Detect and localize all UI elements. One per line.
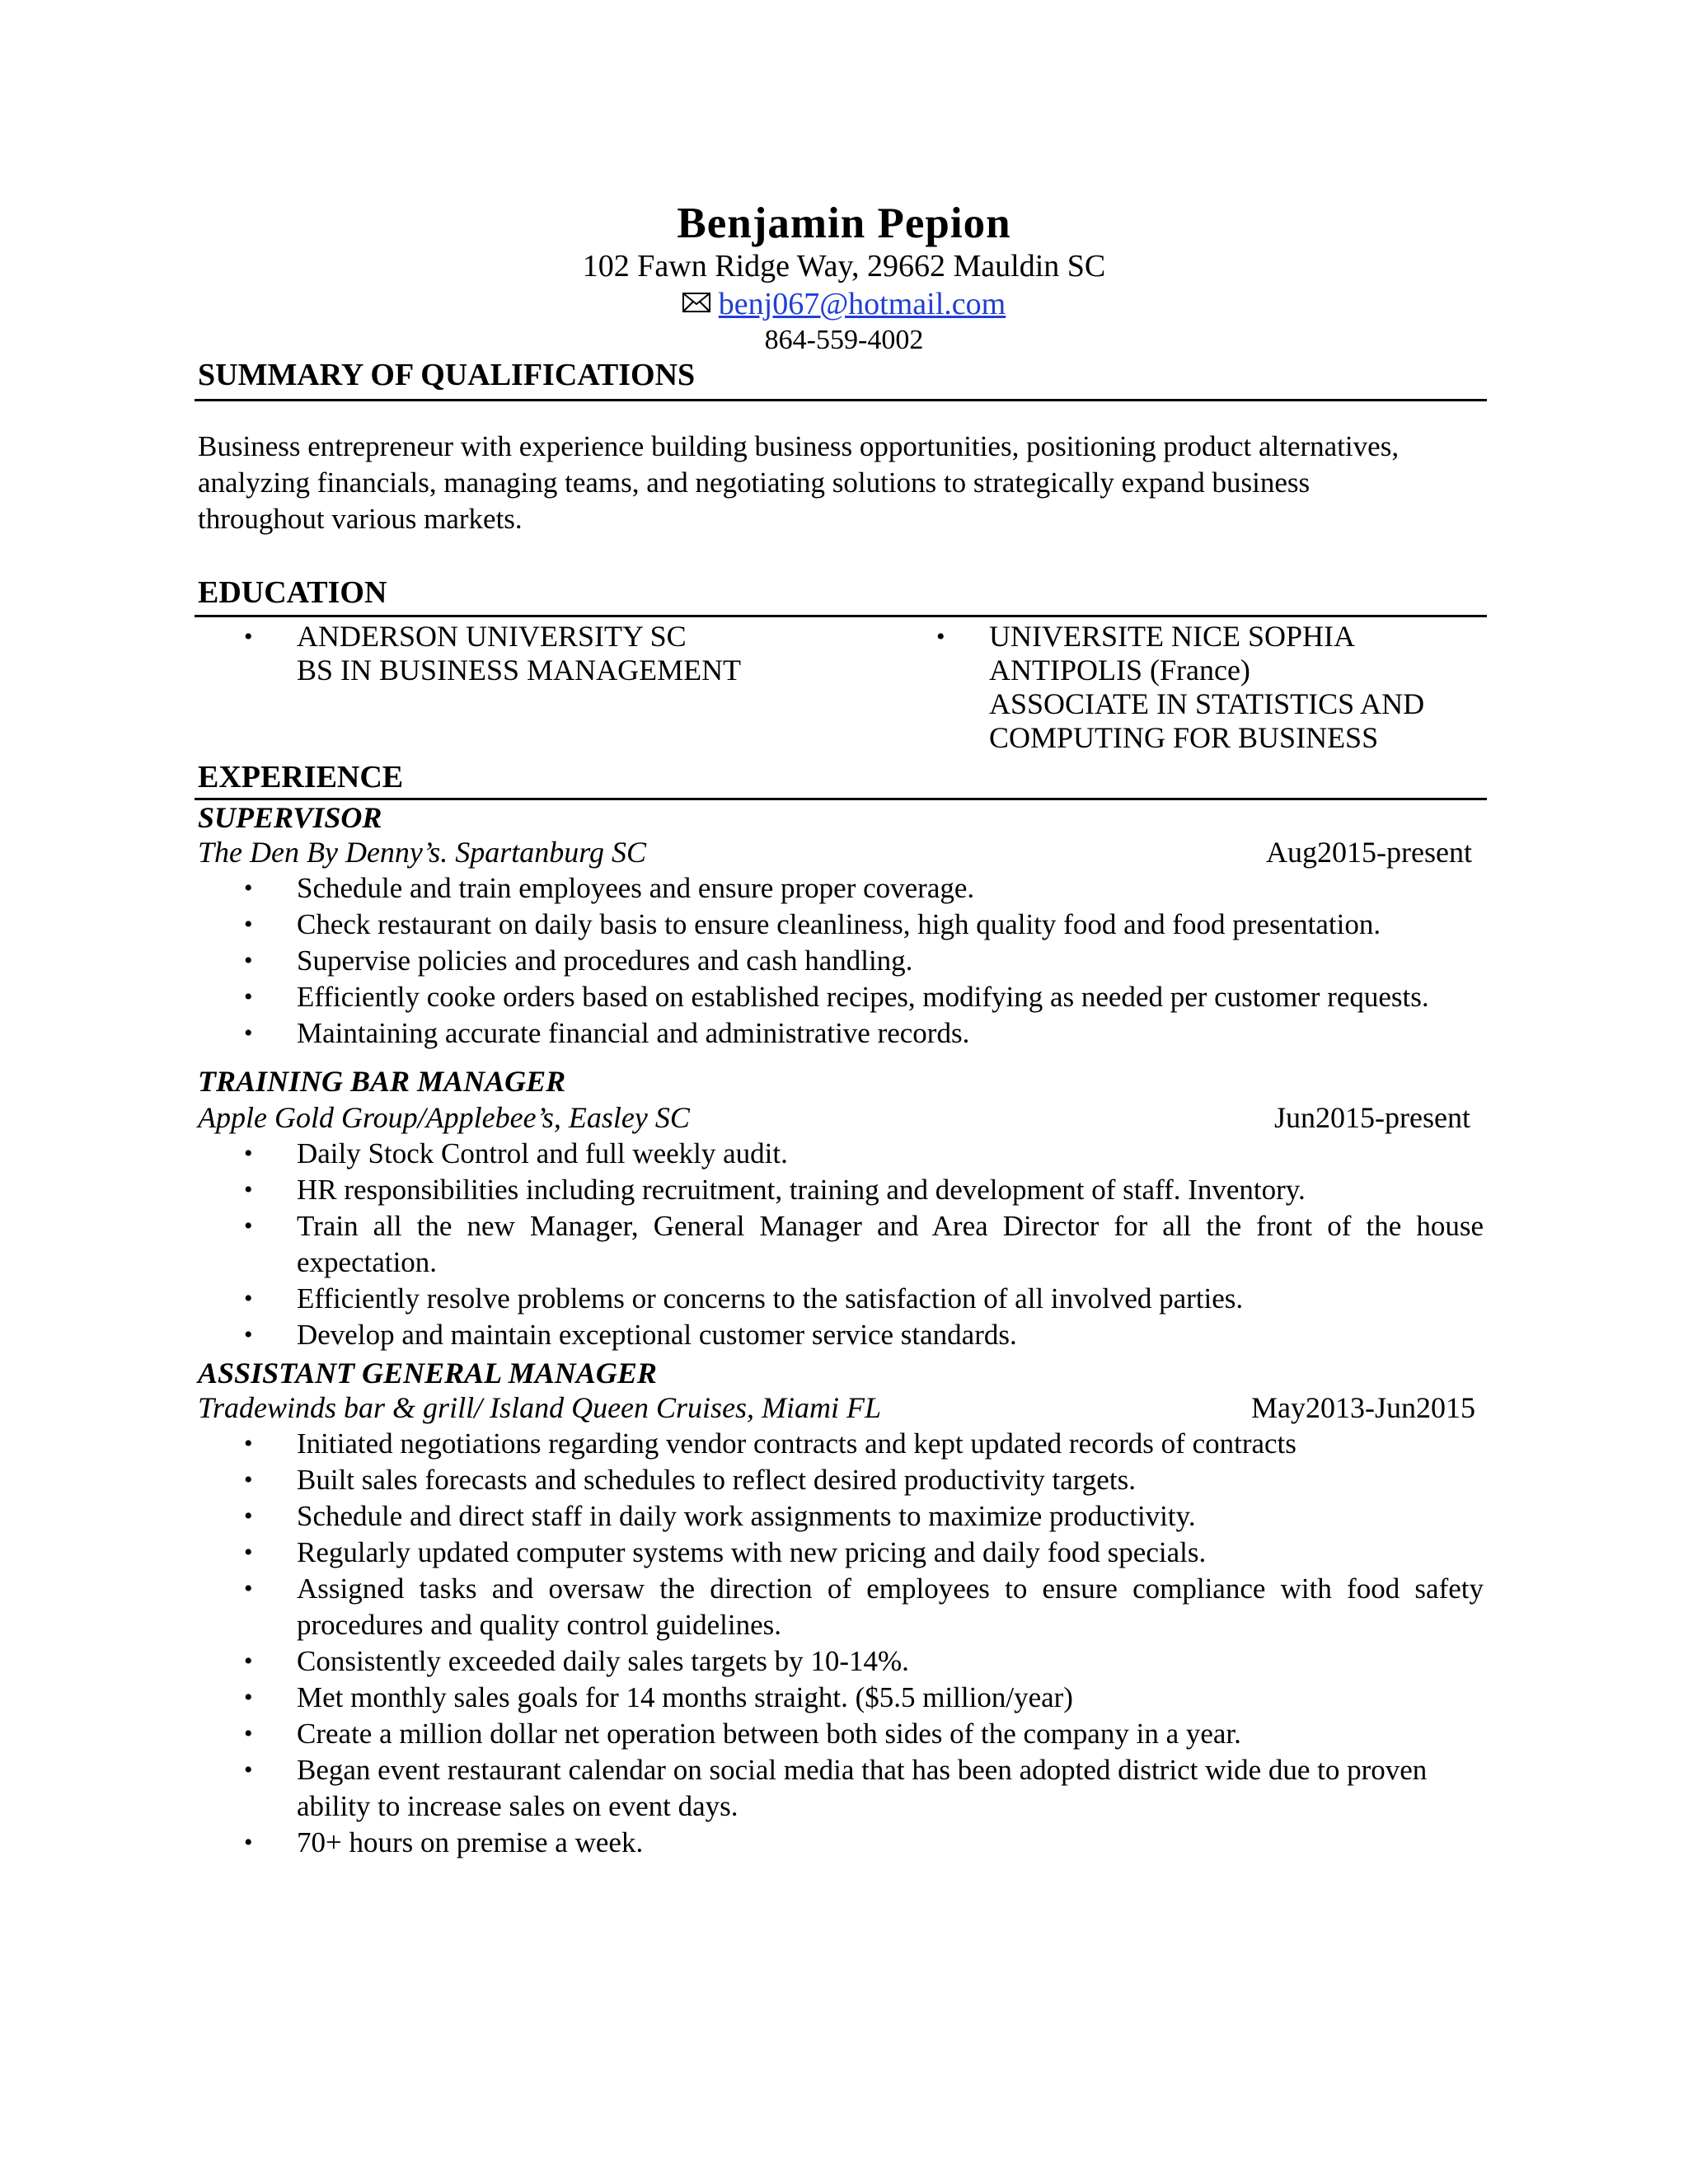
summary-line: Business entrepreneur with experience building business opportunities, positioning product alternatives, <box>198 430 1400 462</box>
duty-text: Efficiently cooke orders based on established recipes, modifying as needed per customer requests. <box>297 981 1429 1013</box>
degree: BS IN BUSINESS MANAGEMENT <box>297 654 742 687</box>
job-duties-list <box>198 1136 1484 1353</box>
experience-divider <box>195 798 1487 800</box>
duty-text: Schedule and direct staff in daily work assignments to maximize productivity. <box>297 1500 1196 1532</box>
candidate-name: Benjamin Pepion <box>677 199 1011 247</box>
bullet-icon: • <box>244 1285 253 1312</box>
list-item <box>198 1643 1484 1680</box>
bullet-icon: • <box>244 1647 253 1675</box>
list-item <box>198 1136 1484 1172</box>
bullet-icon: • <box>244 1829 253 1856</box>
duty-text: Supervise policies and procedures and cash handling. <box>297 944 913 977</box>
summary-divider <box>195 399 1487 401</box>
duty-text: Regularly updated computer systems with new pricing and daily food specials. <box>297 1536 1207 1568</box>
list-item <box>198 907 1484 943</box>
duty-text: Schedule and train employees and ensure proper coverage. <box>297 872 975 904</box>
duty-text: Create a million dollar net operation between both sides of the company in a year. <box>297 1718 1241 1750</box>
school-name-cont: ANTIPOLIS (France) <box>989 654 1250 687</box>
job-dates: Jun2015-present <box>1274 1101 1470 1134</box>
bullet-icon: • <box>244 983 253 1010</box>
job-duties-list <box>198 870 1484 1052</box>
duty-text: HR responsibilities including recruitment, training and development of staff. Inventory. <box>297 1174 1306 1206</box>
job-company: The Den By Denny’s. Spartanburg SC <box>198 836 646 869</box>
job-title: ASSISTANT GENERAL MANAGER <box>198 1357 657 1390</box>
list-item <box>198 1281 1484 1317</box>
envelope-icon <box>682 293 710 312</box>
bullet-icon: • <box>244 1539 253 1566</box>
list-item <box>198 979 1484 1015</box>
summary-line: throughout various markets. <box>198 503 523 535</box>
email-link[interactable]: benj067@hotmail.com <box>718 287 1006 321</box>
bullet-icon: • <box>244 1140 253 1167</box>
duty-text: Assigned tasks and oversaw the direction of employees to ensure compliance with food safety procedures and quality control guidelines. <box>297 1572 1484 1641</box>
duty-text: Began event restaurant calendar on social media that has been adopted district wide due to proven ability to increase sales on event days. <box>297 1754 1428 1822</box>
list-item <box>198 943 1484 979</box>
phone-number: 864-559-4002 <box>764 325 924 355</box>
job-title: SUPERVISOR <box>198 801 382 834</box>
bullet-icon: • <box>244 1466 253 1493</box>
bullet-icon: • <box>244 1321 253 1348</box>
bullet-icon: • <box>244 1212 253 1240</box>
education-entry-right <box>936 620 1425 755</box>
summary-line: analyzing financials, managing teams, and negotiating solutions to strategically expand business <box>198 466 1311 499</box>
list-item <box>198 1535 1484 1571</box>
duty-text: 70+ hours on premise a week. <box>297 1826 644 1858</box>
list-item <box>198 1172 1484 1208</box>
degree: ASSOCIATE IN STATISTICS AND <box>989 687 1425 720</box>
list-item <box>198 1498 1484 1535</box>
duty-text: Met monthly sales goals for 14 months straight. ($5.5 million/year) <box>297 1681 1073 1713</box>
school-name: ANDERSON UNIVERSITY SC <box>297 620 687 653</box>
list-item <box>198 1462 1484 1498</box>
bullet-icon: • <box>244 1575 253 1602</box>
duty-text: Efficiently resolve problems or concerns to the satisfaction of all involved parties. <box>297 1282 1244 1315</box>
duty-text: Built sales forecasts and schedules to reflect desired productivity targets. <box>297 1464 1136 1496</box>
duty-text: Daily Stock Control and full weekly audit. <box>297 1137 788 1169</box>
bullet-icon: • <box>244 1720 253 1747</box>
bullet-icon: • <box>244 1502 253 1530</box>
experience-heading: EXPERIENCE <box>198 760 404 794</box>
bullet-icon: • <box>244 947 253 974</box>
list-item <box>198 870 1484 907</box>
list-item <box>198 1015 1484 1052</box>
job-dates: Aug2015-present <box>1266 836 1472 869</box>
duty-text: Train all the new Manager, General Manager and Area Director for all the front of the house expectation. <box>297 1210 1484 1278</box>
duty-text: Initiated negotiations regarding vendor contracts and kept updated records of contracts <box>297 1427 1296 1460</box>
job-title: TRAINING BAR MANAGER <box>198 1065 566 1098</box>
job-company: Tradewinds bar & grill/ Island Queen Cruises, Miami FL <box>198 1391 882 1424</box>
bullet-icon: • <box>244 911 253 938</box>
bullet-icon: • <box>244 623 253 650</box>
bullet-icon: • <box>244 1176 253 1203</box>
job-dates: May2013-Jun2015 <box>1251 1391 1475 1424</box>
list-item <box>198 1208 1484 1281</box>
summary-heading: SUMMARY OF QUALIFICATIONS <box>198 358 696 392</box>
list-item <box>198 1426 1484 1462</box>
bullet-icon: • <box>244 1756 253 1783</box>
education-heading: EDUCATION <box>198 575 387 610</box>
bullet-icon: • <box>936 623 945 650</box>
duty-text: Check restaurant on daily basis to ensure cleanliness, high quality food and food presentation. <box>297 908 1381 940</box>
email-line <box>0 285 1688 323</box>
list-item <box>198 1716 1484 1752</box>
summary-text <box>198 429 1484 537</box>
list-item <box>198 1825 1484 1861</box>
duty-text: Maintaining accurate financial and administrative records. <box>297 1017 970 1049</box>
job-duties-list <box>198 1426 1484 1861</box>
education-divider <box>195 615 1487 617</box>
bullet-icon: • <box>244 1019 253 1047</box>
duty-text: Consistently exceeded daily sales targets by 10-14%. <box>297 1645 909 1677</box>
degree-cont: COMPUTING FOR BUSINESS <box>989 721 1379 754</box>
address: 102 Fawn Ridge Way, 29662 Mauldin SC <box>582 249 1106 284</box>
list-item <box>198 1680 1484 1716</box>
job-company: Apple Gold Group/Applebee’s, Easley SC <box>198 1101 690 1134</box>
list-item <box>198 1317 1484 1353</box>
bullet-icon: • <box>244 874 253 902</box>
school-name: UNIVERSITE NICE SOPHIA <box>989 620 1355 653</box>
education-entry-left <box>244 620 742 687</box>
bullet-icon: • <box>244 1684 253 1711</box>
list-item <box>198 1752 1484 1825</box>
duty-text: Develop and maintain exceptional customer service standards. <box>297 1319 1017 1351</box>
bullet-icon: • <box>244 1430 253 1457</box>
list-item <box>198 1571 1484 1643</box>
